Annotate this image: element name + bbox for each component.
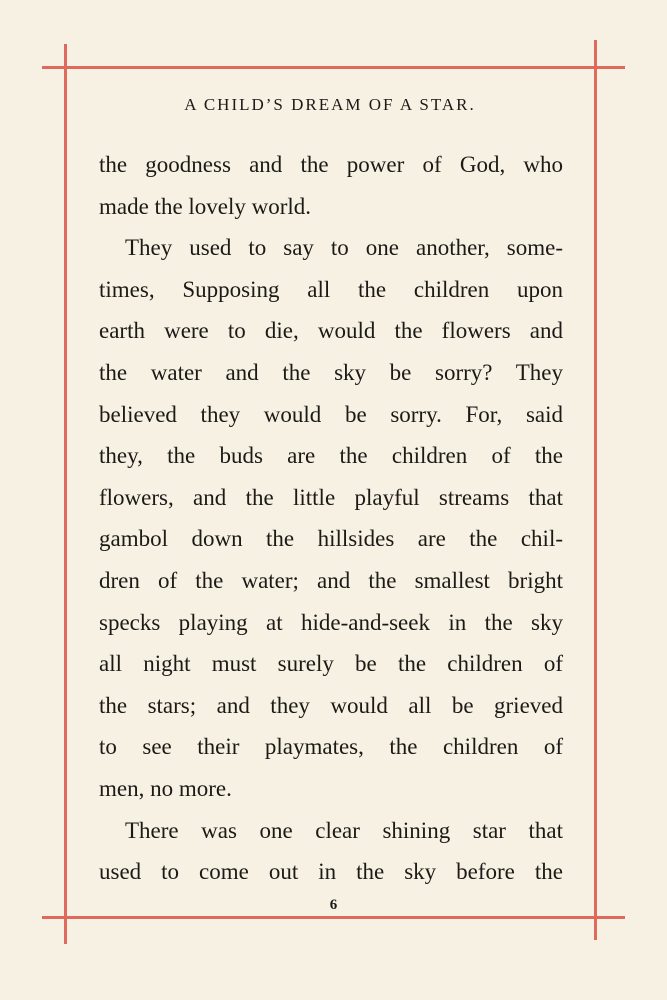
text-line: made the lovely world. [99, 193, 312, 219]
bottom-border-rule [42, 916, 625, 919]
text-line: believed they would be sorry. For, said [99, 401, 563, 427]
text-line: used to come out in the sky before the [99, 859, 563, 885]
text-line: gambol down the hillsides are the chil- [99, 526, 563, 552]
text-line: the water and the sky be sorry? They [99, 359, 563, 385]
text-line: earth were to die, would the flowers and [99, 318, 563, 344]
running-head: A CHILD’S DREAM OF A STAR. [184, 95, 476, 114]
text-line: times, Supposing all the children upon [99, 276, 563, 302]
page-number: 6 [329, 897, 338, 913]
text-line: men, no more. [99, 775, 232, 801]
left-border-rule [64, 44, 67, 944]
top-border-rule [42, 66, 625, 69]
text-line: They used to say to one another, some- [125, 235, 563, 261]
text-line: flowers, and the little playful streams that [99, 484, 563, 510]
body-text [99, 144, 563, 893]
text-line: the goodness and the power of God, who [99, 152, 563, 177]
text-line: There was one clear shining star that [125, 817, 563, 843]
text-line: specks playing at hide-and-seek in the sky [99, 609, 563, 635]
text-line: they, the buds are the children of the [99, 443, 563, 469]
text-line: the stars; and they would all be grieved [99, 692, 563, 718]
text-line: to see their playmates, the children of [99, 734, 563, 760]
text-line: all night must surely be the children of [99, 651, 563, 677]
text-line: dren of the water; and the smallest bright [99, 567, 563, 593]
right-border-rule [594, 40, 597, 940]
